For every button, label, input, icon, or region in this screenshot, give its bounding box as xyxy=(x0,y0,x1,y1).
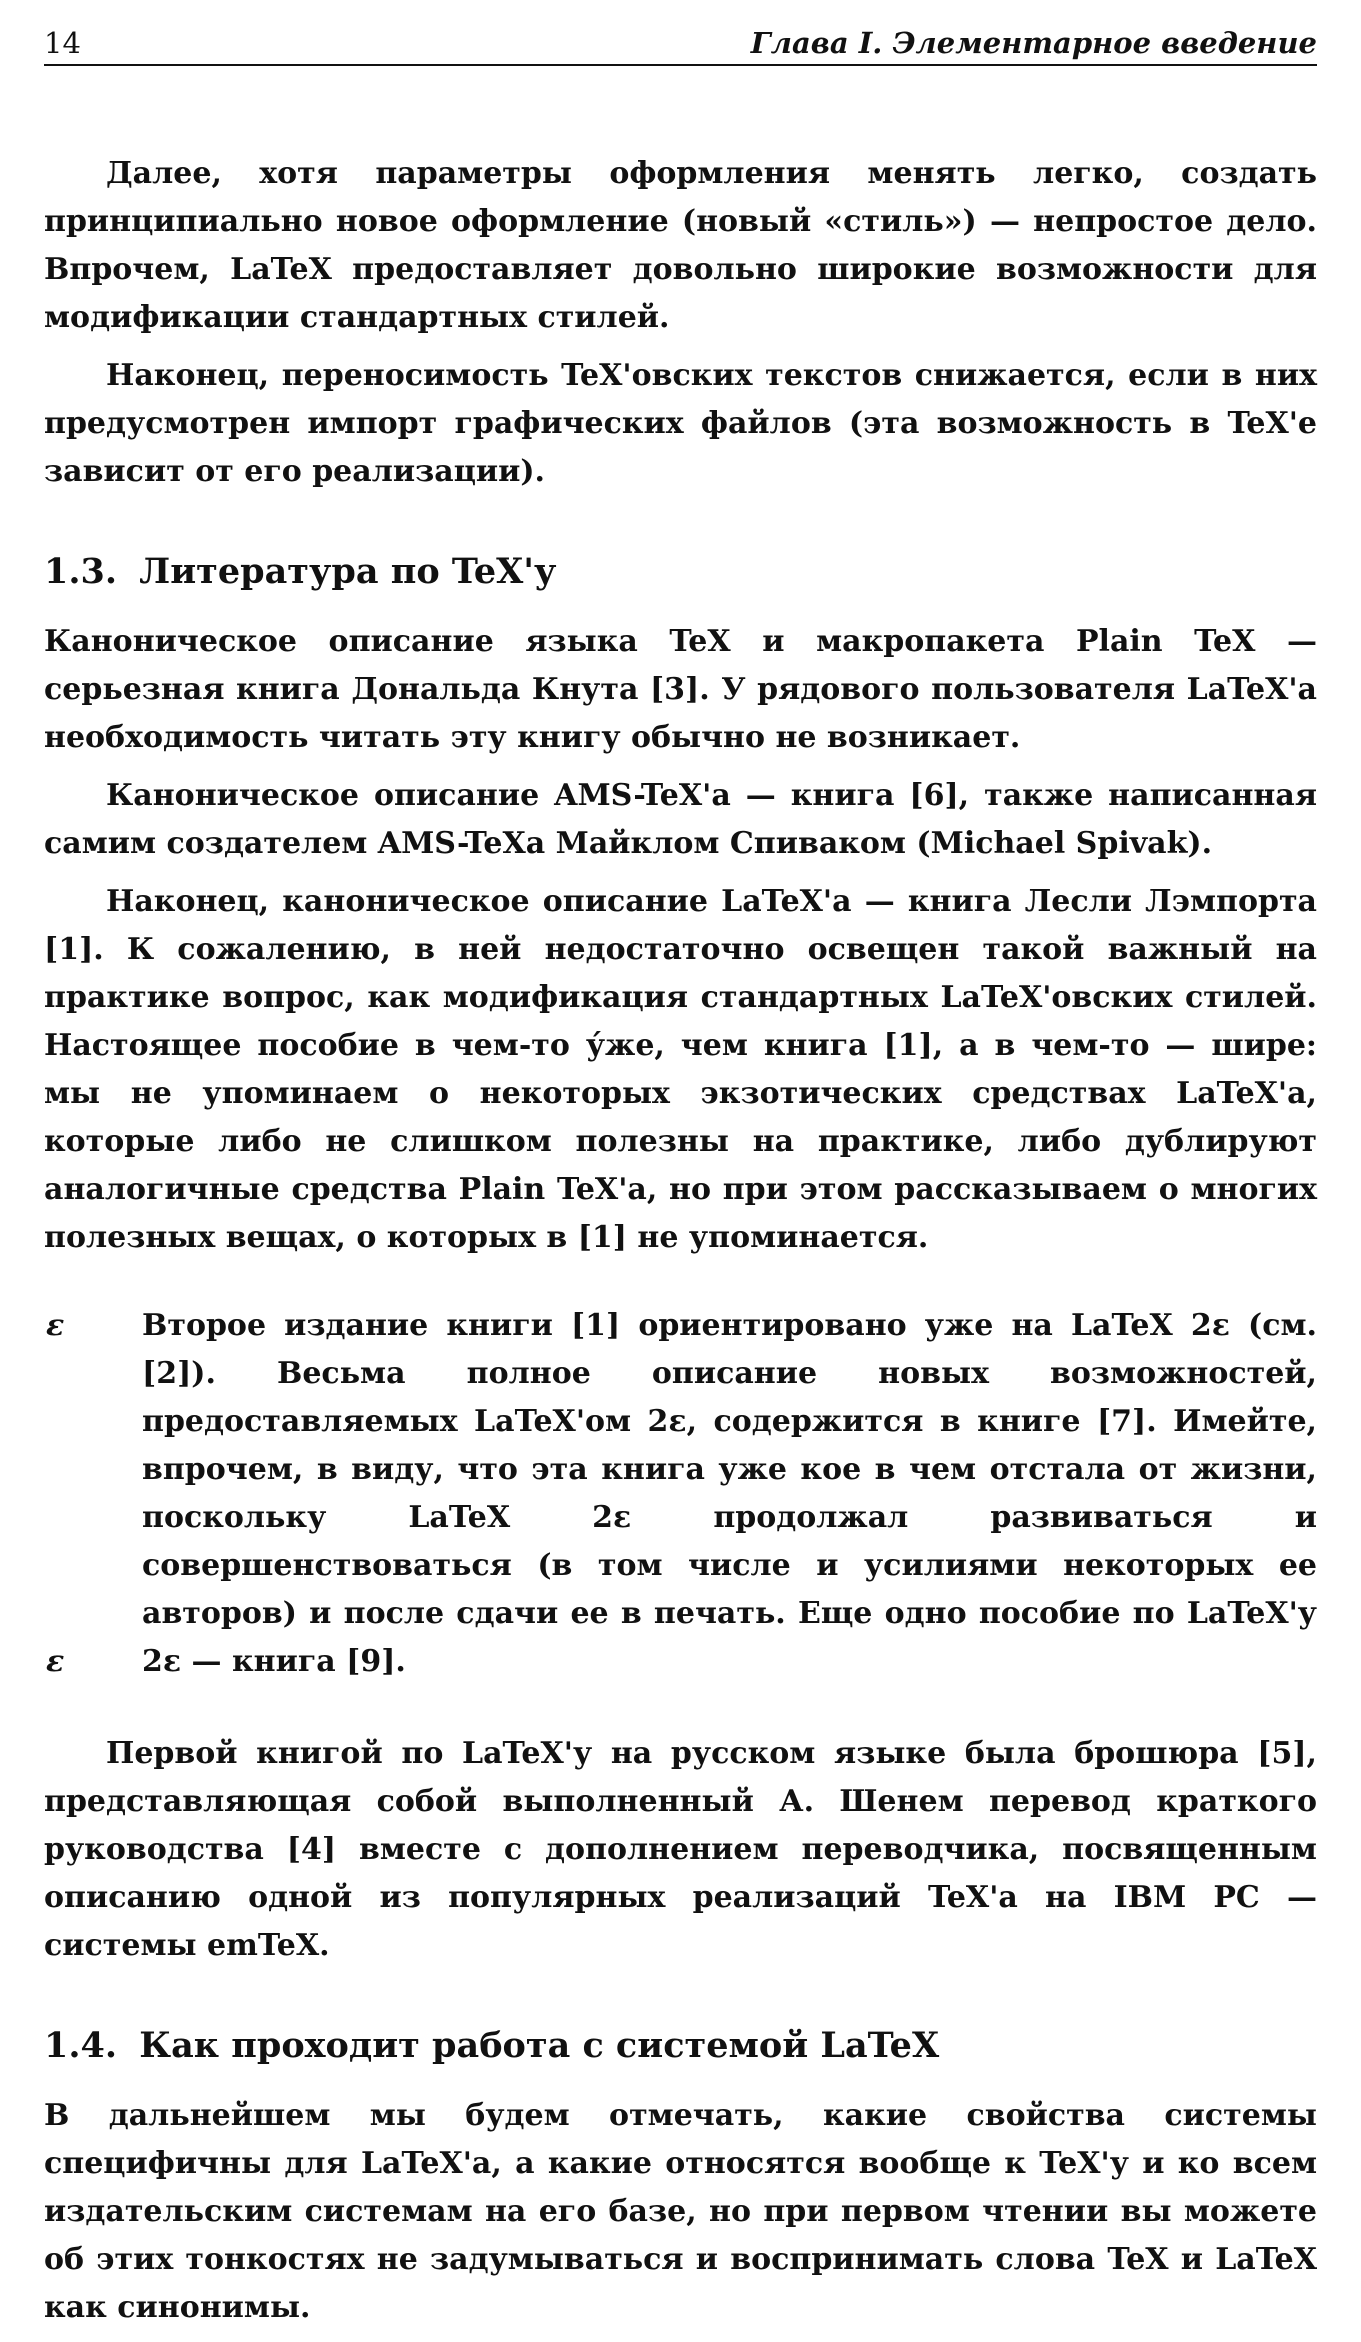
page-number: 14 xyxy=(44,26,81,60)
latex2e-note xyxy=(44,1302,1317,1686)
paragraph: Наконец, каноническое описание LaTeX'а — книга Лесли Лэмпорта [1]. К сожалению, в ней недостаточно освещен такой важный на практике вопрос, как модификация стандартных LaTeX'овских стилей. Настоящее пособие в чем-то у́же, чем книга [1], а в чем-то — шире: мы не упоминаем о некоторых экзотических средствах LaTeX'а, которые либо не слишком полезны на практике, либо дублируют аналогичные средства Plain TeX'а, но при этом рассказываем о многих полезных вещах, о которых в [1] не упоминается. xyxy=(44,884,1317,1255)
paragraph: Наконец, переносимость TeX'овских текстов снижается, если в них предусмотрен импорт графических файлов (эта возможность в TeX'е зависит от его реализации). xyxy=(44,358,1317,489)
page-header xyxy=(44,16,1317,66)
paragraph: В дальнейшем мы будем отмечать, какие свойства системы специфичны для LaTeX'а, а какие относятся вообще к TeX'у и ко всем издательским системам на его базе, но при первом чтении вы можете об этих тонкостях не задумываться и воспринимать слова TeX и LaTeX как синонимы. xyxy=(44,2098,1317,2325)
section-heading-1-3 xyxy=(44,548,1317,596)
paragraph: Каноническое описание AMS-TeX'а — книга [6], также написанная самим создателем AMS-TeXа Майклом Спиваком (Michael Spivak). xyxy=(44,778,1317,861)
paragraph: Первой книгой по LaTeX'у на русском языке была брошюра [5], представляющая собой выполненный А. Шенем перевод краткого руководства [4] вместе с дополнением переводчика, посвященным описанию одной из популярных реализаций TeX'а на IBM PC — системы emTeX. xyxy=(44,1736,1317,1963)
note-text: Второе издание книги [1] ориентировано уже на LaTeX 2ε (см. [2]). Весьма полное описание новых возможностей, предоставляемых LaTeX'ом 2ε, содержится в книге [7]. Имейте, впрочем, в виду, что эта книга уже кое в чем отстала от жизни, поскольку LaTeX 2ε продолжал развиваться и совершенствоваться (в том числе и усилиями некоторых ее авторов) и после сдачи ее в печать. Еще одно пособие по LaTeX'у 2ε — книга [9]. xyxy=(142,1308,1317,1679)
section-number: 1.3. xyxy=(44,551,118,592)
epsilon-marker-start: ε xyxy=(46,1308,65,1343)
paragraph: Каноническое описание языка TeX и макропакета Plain TeX — серьезная книга Дональда Кнута [3]. У рядового пользователя LaTeX'а необходимость читать эту книгу обычно не возникает. xyxy=(44,624,1317,755)
section-number: 1.4. xyxy=(44,2025,118,2066)
page-body xyxy=(44,150,1317,2342)
section-title: Литература по TeX'у xyxy=(139,551,557,592)
running-head: Глава I. Элементарное введение xyxy=(750,26,1317,60)
section-title: Как проходит работа с системой LaTeX xyxy=(139,2025,940,2066)
epsilon-marker-end: ε xyxy=(46,1644,65,1679)
section-heading-1-4 xyxy=(44,2022,1317,2070)
paragraph: Далее, хотя параметры оформления менять легко, создать принципиально новое оформление (новый «стиль») — непростое дело. Впрочем, LaTeX предоставляет довольно широкие возможности для модификации стандартных стилей. xyxy=(44,156,1317,335)
note-margin xyxy=(44,1302,142,1686)
